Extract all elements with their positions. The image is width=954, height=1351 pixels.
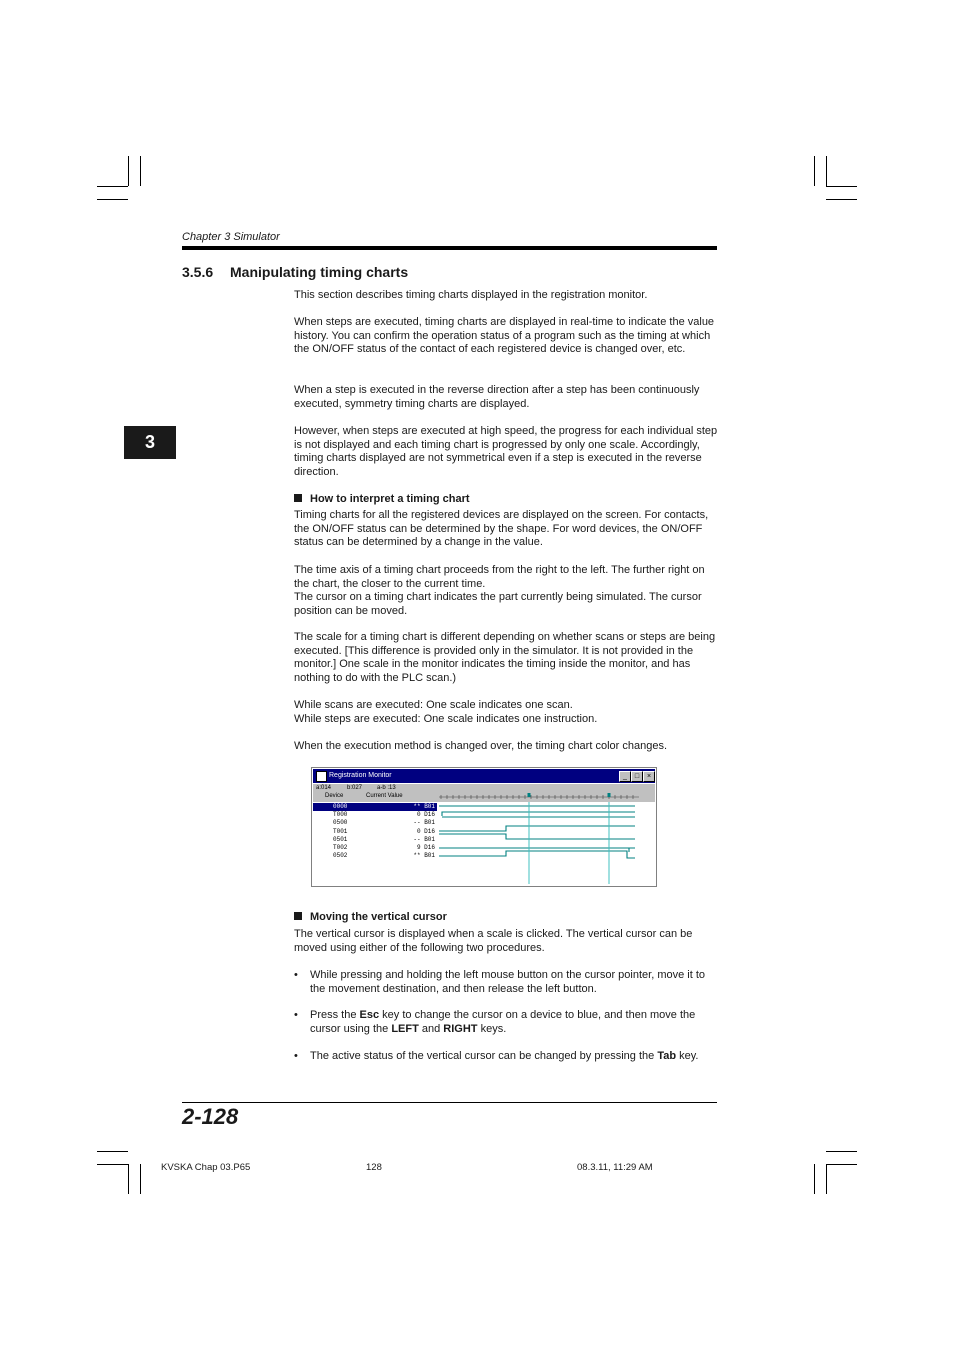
square-bullet-icon <box>294 494 302 502</box>
device-name: T001 <box>333 827 348 835</box>
waveform-0502 <box>439 851 635 858</box>
crop-mark <box>140 156 141 186</box>
monitor-body <box>313 802 655 884</box>
footer-date: 08.3.11, 11:29 AM <box>577 1162 653 1173</box>
device-value: -- B01 <box>413 819 435 827</box>
registration-monitor-window <box>311 767 657 887</box>
footer-file: KVSKA Chap 03.P65 <box>161 1162 251 1173</box>
bullet-item <box>294 1009 718 1037</box>
window-title: Registration Monitor <box>329 772 392 779</box>
device-row[interactable] <box>313 819 437 827</box>
waveform-T000 <box>442 812 635 816</box>
device-value: -- B01 <box>413 835 435 843</box>
page-number: 2-128 <box>182 1104 239 1129</box>
subheading-text: How to interpret a timing chart <box>310 493 470 505</box>
section-title-text: Manipulating timing charts <box>230 264 409 280</box>
key-esc: Esc <box>359 1009 380 1021</box>
bullet-item <box>294 1050 718 1064</box>
device-row[interactable] <box>313 803 437 811</box>
crop-mark <box>140 1164 141 1194</box>
cursor-a-marker <box>528 793 531 797</box>
time-scale[interactable] <box>439 784 655 802</box>
paragraph: The cursor on a timing chart indicates the part currently being simulated. The cursor position can be moved. <box>294 591 702 617</box>
paragraph: The scale for a timing chart is different depending on whether scans or steps are being executed. [This difference is provided only in the simulator. It is not provided in the monitor.] One scale in the monitor indicates the timing inside the monitor, and has nothing to do with the PLC scan.) <box>294 631 716 684</box>
paragraph: The time axis of a timing chart proceeds from the right to the left. The further right on the chart, the closer to the current time. <box>294 564 705 590</box>
section-number: 3.5.6 <box>182 264 214 280</box>
window-titlebar <box>313 769 655 783</box>
waveform-T001 <box>439 826 635 831</box>
header-rule <box>182 246 717 250</box>
key-left: LEFT <box>391 1022 419 1035</box>
subheading <box>294 493 470 505</box>
minimize-icon[interactable]: _ <box>619 771 631 782</box>
paragraph: While scans are executed: One scale indicates one scan. <box>294 699 573 711</box>
waveform-0501 <box>439 834 635 839</box>
device-name: 0500 <box>333 819 348 827</box>
device-value: 9 D16 <box>416 844 435 851</box>
section-title <box>182 264 408 280</box>
paragraph: However, when steps are executed at high speed, the progress for each individual step is not displayed and each timing chart is progressed by only one scale. Accordingly, timing charts displayed are not symmetrical even if a step is executed in the reverse direction. <box>294 425 718 478</box>
key-tab: Tab <box>657 1050 677 1062</box>
column-header-device: Device <box>325 793 344 799</box>
maximize-icon[interactable]: □ <box>631 771 643 782</box>
footer-page: 128 <box>366 1162 382 1173</box>
paragraph: Timing charts for all the registered devices are displayed on the screen. For contacts, the ON/OFF status can be determined by the shape. For word devices, the ON/OFF status can be determined by a change in the value. <box>294 509 709 549</box>
subheading-text: Moving the vertical cursor <box>310 911 447 923</box>
device-name: T002 <box>333 844 348 851</box>
device-row[interactable] <box>313 844 437 852</box>
bullet-dot-icon: • <box>294 1050 298 1062</box>
square-bullet-icon <box>294 912 302 920</box>
chapter-header: Chapter 3 Simulator <box>182 231 280 243</box>
crop-mark <box>826 199 857 200</box>
footer-rule <box>182 1102 717 1103</box>
paragraph: When the execution method is changed over, the timing chart color changes. <box>294 740 667 752</box>
device-value: 0 D16 <box>416 827 435 835</box>
device-row[interactable] <box>313 836 437 844</box>
close-icon[interactable]: × <box>643 771 655 782</box>
cursor-b-marker <box>608 793 611 797</box>
paragraph: While steps are executed: One scale indicates one instruction. <box>294 713 598 725</box>
crop-mark <box>826 1164 827 1194</box>
crop-mark <box>97 186 128 187</box>
crop-mark <box>97 199 128 200</box>
subheading <box>294 911 447 923</box>
app-icon <box>316 771 327 782</box>
crop-mark <box>814 156 815 186</box>
device-value: ** B01 <box>413 852 435 860</box>
device-name: 0501 <box>333 835 348 843</box>
device-row[interactable] <box>313 828 437 836</box>
device-row[interactable] <box>313 811 437 819</box>
crop-mark <box>826 1164 857 1165</box>
bullet-dot-icon: • <box>294 969 298 981</box>
crop-mark <box>826 186 857 187</box>
crop-mark <box>97 1151 128 1152</box>
cursor-b-readout: b:027 <box>347 785 363 791</box>
bullet-item <box>294 969 718 997</box>
device-name: T000 <box>333 811 348 819</box>
paragraph: When steps are executed, timing charts are displayed in real-time to indicate the value history. You can confirm the operation status of a program such as the timing at which the ON/OFF status of the contact of each registered device is changed over, etc. <box>294 316 715 356</box>
bullet-text: While pressing and holding the left mouse button on the cursor pointer, move it to the movement destination, and then release the left button. <box>310 969 706 995</box>
crop-mark <box>826 156 827 186</box>
bullet-text: The active status of the vertical cursor can be changed by pressing the Tab key. <box>310 1050 699 1062</box>
bullet-text: Press the Esc key to change the cursor on a device to blue, and then move the cursor using the LEFT and RIGHT keys. <box>310 1009 696 1035</box>
crop-mark <box>128 156 129 186</box>
device-value: ** B01 <box>413 803 435 810</box>
cursor-diff-readout: a-b :13 <box>377 785 396 791</box>
chapter-tab: 3 <box>124 426 176 459</box>
cursor-a-readout: a:014 <box>316 785 332 791</box>
crop-mark <box>128 1164 129 1194</box>
monitor-toolbar <box>313 784 655 802</box>
paragraph: When a step is executed in the reverse direction after a step has been continuously executed, symmetry timing charts are displayed. <box>294 384 700 410</box>
device-row[interactable] <box>313 852 437 860</box>
crop-mark <box>826 1151 857 1152</box>
paragraph: The vertical cursor is displayed when a scale is clicked. The vertical cursor can be moved using either of the following two procedures. <box>294 928 693 954</box>
crop-mark <box>97 1164 128 1165</box>
device-name: 0502 <box>333 852 348 860</box>
key-right: RIGHT <box>443 1022 478 1035</box>
timing-chart[interactable] <box>439 802 655 884</box>
bullet-dot-icon: • <box>294 1009 298 1021</box>
column-header-value: Current Value <box>366 793 403 799</box>
device-value: 0 D16 <box>416 811 435 819</box>
crop-mark <box>814 1164 815 1194</box>
paragraph: This section describes timing charts displayed in the registration monitor. <box>294 289 648 301</box>
device-name: 0000 <box>333 803 348 810</box>
